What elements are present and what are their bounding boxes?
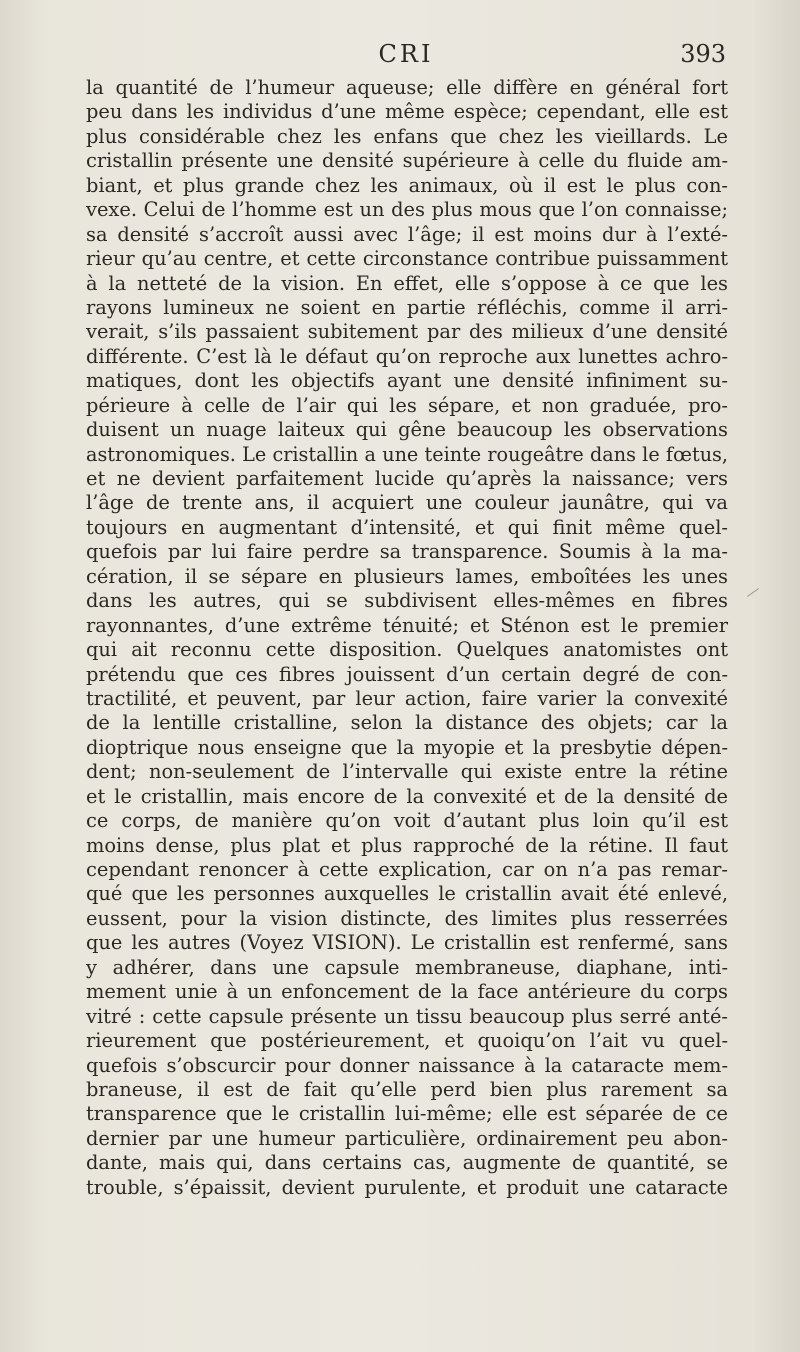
text-line: cristallin présente une densité supérieure à celle du fluide am- xyxy=(86,149,728,173)
text-line: trouble, s’épaissit, devient purulente, et produit une cataracte xyxy=(86,1175,728,1199)
text-line: ce corps, de manière qu’on voit d’autant plus loin qu’il est xyxy=(86,809,728,833)
text-line: qué que les personnes auxquelles le cristallin avait été enlevé, xyxy=(86,882,728,906)
text-line: vitré : cette capsule présente un tissu beaucoup plus serré anté- xyxy=(86,1004,728,1028)
text-line: dernier par une humeur particulière, ordinairement peu abon- xyxy=(86,1126,728,1150)
text-line: l’âge de trente ans, il acquiert une couleur jaunâtre, qui va xyxy=(86,491,728,515)
text-line: quefois par lui faire perdre sa transparence. Soumis à la ma- xyxy=(86,540,728,564)
text-line: dent; non-seulement de l’intervalle qui existe entre la rétine xyxy=(86,760,728,784)
text-line: périeure à celle de l’air qui les sépare, et non graduée, pro- xyxy=(86,393,728,417)
text-line: à la netteté de la vision. En effet, elle s’oppose à ce que les xyxy=(86,271,728,295)
text-line: dante, mais qui, dans certains cas, augmente de quantité, se xyxy=(86,1151,728,1175)
text-line: toujours en augmentant d’intensité, et qui finit même quel- xyxy=(86,515,728,539)
text-line: matiques, dont les objectifs ayant une densité infiniment su- xyxy=(86,369,728,393)
text-line: astronomiques. Le cristallin a une teinte rougeâtre dans le fœtus, xyxy=(86,442,728,466)
running-head xyxy=(86,40,726,80)
text-line: que les autres (Voyez VISION). Le cristallin est renfermé, sans xyxy=(86,931,728,955)
text-line: eussent, pour la vision distincte, des limites plus resserrées xyxy=(86,906,728,930)
running-head-title: CRI xyxy=(378,40,434,68)
text-line: et le cristallin, mais encore de la convexité et de la densité de xyxy=(86,784,728,808)
text-line: rieurement que postérieurement, et quoiqu’on l’ait vu quel- xyxy=(86,1029,728,1053)
text-line: et ne devient parfaitement lucide qu’après la naissance; vers xyxy=(86,467,728,490)
text-line: rayons lumineux ne soient en partie réfléchis, comme il arri- xyxy=(86,295,728,319)
text-line: plus considérable chez les enfans que chez les vieillards. Le xyxy=(86,124,728,148)
text-line: rieur qu’au centre, et cette circonstance contribue puissamment xyxy=(86,247,728,271)
text-line: cependant renoncer à cette explication, car on n’a pas remar- xyxy=(86,858,728,881)
text-line: sa densité s’accroît aussi avec l’âge; il est moins dur à l’exté- xyxy=(86,222,728,246)
text-line: transparence que le cristallin lui-même; elle est séparée de ce xyxy=(86,1102,728,1126)
text-line: braneuse, il est de fait qu’elle perd bien plus rarement sa xyxy=(86,1077,728,1101)
text-line: dioptrique nous enseigne que la myopie et la presbytie dépen- xyxy=(86,735,728,759)
text-line: vexe. Celui de l’homme est un des plus mous que l’on connaisse; xyxy=(86,198,728,222)
text-line: peu dans les individus d’une même espèce; cependant, elle est xyxy=(86,100,728,124)
text-line: moins dense, plus plat et plus rapproché de la rétine. Il faut xyxy=(86,833,728,857)
text-line: tractilité, et peuvent, par leur action, faire varier la convexité xyxy=(86,686,728,710)
text-line: mement unie à un enfoncement de la face antérieure du corps xyxy=(86,980,728,1004)
text-line: différente. C’est là le défaut qu’on reproche aux lunettes achro- xyxy=(86,344,728,368)
text-line: y adhérer, dans une capsule membraneuse, diaphane, inti- xyxy=(86,955,728,979)
text-line: quefois s’obscurcir pour donner naissance à la cataracte mem- xyxy=(86,1053,728,1077)
text-line: qui ait reconnu cette disposition. Quelques anatomistes ont xyxy=(86,638,728,662)
body-text xyxy=(86,76,728,1200)
text-line: la quantité de l’humeur aqueuse; elle diffère en général fort xyxy=(86,76,728,99)
text-line: de la lentille cristalline, selon la distance des objets; car la xyxy=(86,711,728,735)
text-line: verait, s’ils passaient subitement par des milieux d’une densité xyxy=(86,320,728,344)
text-line: rayonnantes, d’une extrême ténuité; et Sténon est le premier xyxy=(86,613,728,637)
margin-mark xyxy=(747,588,759,597)
page-number: 393 xyxy=(680,40,726,68)
text-line: biant, et plus grande chez les animaux, où il est le plus con- xyxy=(86,173,728,197)
text-line: prétendu que ces fibres jouissent d’un certain degré de con- xyxy=(86,662,728,686)
text-line: cération, il se sépare en plusieurs lames, emboîtées les unes xyxy=(86,564,728,588)
text-line: dans les autres, qui se subdivisent elles-mêmes en fibres xyxy=(86,589,728,613)
text-line: duisent un nuage laiteux qui gêne beaucoup les observations xyxy=(86,418,728,442)
